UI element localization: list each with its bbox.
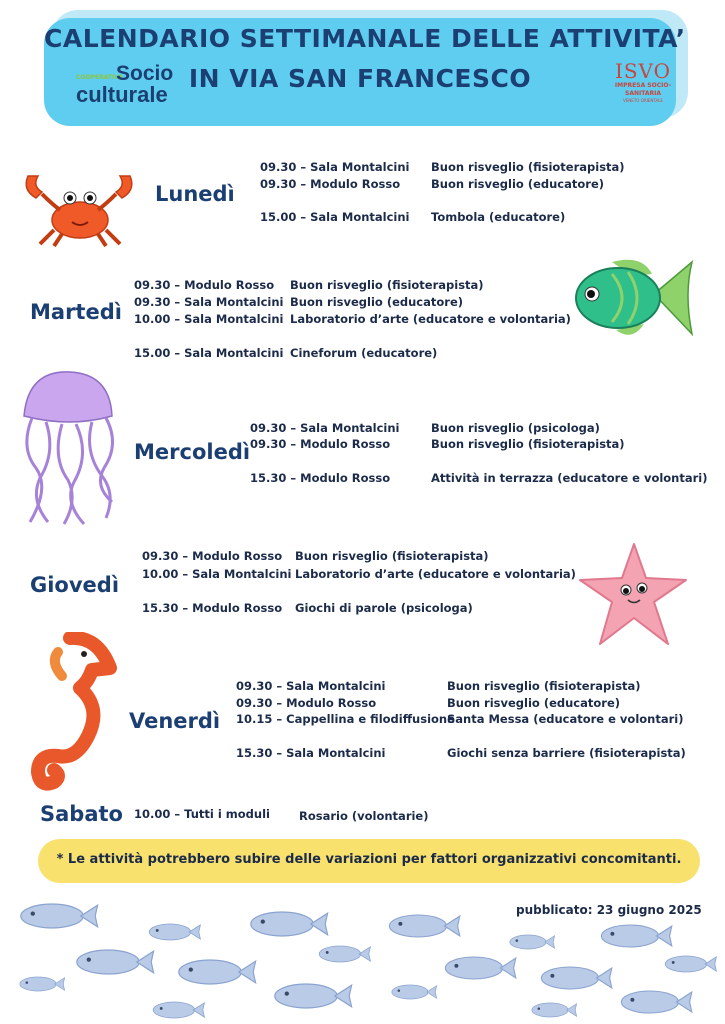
logo-text-line1: Socio: [116, 62, 174, 85]
giovedi-activity-3: Giochi di parole (psicologa): [295, 601, 473, 615]
martedi-activity-2: Buon risveglio (educatore): [290, 295, 463, 309]
day-mercoledi: Mercoledì: [134, 440, 251, 464]
jellyfish-icon: [14, 370, 124, 526]
seahorse-icon: [18, 632, 118, 794]
crab-icon: [18, 168, 140, 248]
venerdi-time-2: 09.30 – Modulo Rosso: [236, 696, 377, 710]
mercoledi-time-1: 09.30 – Sala Montalcini: [250, 421, 400, 435]
notice-text: * Le attività potrebbero subire delle variazioni per fattori organizzativi concomitanti.: [56, 852, 682, 867]
venerdi-time-3: 10.15 – Cappellina e filodiffusione: [236, 712, 455, 726]
venerdi-time-1: 09.30 – Sala Montalcini: [236, 679, 386, 693]
starfish-icon: [576, 540, 692, 650]
lunedi-time-3: 15.00 – Sala Montalcini: [260, 210, 410, 224]
venerdi-activity-3: Santa Messa (educatore e volontari): [447, 712, 684, 726]
martedi-activity-1: Buon risveglio (fisioterapista): [290, 278, 484, 292]
fish-icon: [572, 254, 696, 344]
day-sabato: Sabato: [40, 802, 123, 826]
giovedi-activity-2: Laboratorio d’arte (educatore e volontaria): [295, 567, 576, 581]
day-venerdi: Venerdì: [129, 709, 221, 733]
sabato-activity-1: Rosario (volontarie): [299, 809, 429, 823]
logo-text-line2: culturale: [76, 82, 168, 107]
mercoledi-time-3: 15.30 – Modulo Rosso: [250, 471, 391, 485]
martedi-activity-3: Laboratorio d’arte (educatore e volontaria): [290, 312, 571, 326]
mercoledi-activity-3: Attività in terrazza (educatore e volontari): [431, 471, 708, 485]
isvo-logo: [598, 60, 688, 104]
mercoledi-time-2: 09.30 – Modulo Rosso: [250, 437, 391, 451]
day-lunedi: Lunedì: [155, 182, 235, 206]
lunedi-activity-2: Buon risveglio (educatore): [431, 177, 604, 191]
page-title-line1: CALENDARIO SETTIMANALE DELLE ATTIVITA’: [44, 24, 686, 53]
mercoledi-activity-2: Buon risveglio (fisioterapista): [431, 437, 625, 451]
sabato-time-1: 10.00 – Tutti i moduli: [134, 807, 270, 821]
lunedi-activity-3: Tombola (educatore): [431, 210, 566, 224]
page-title-line2: IN VIA SAN FRANCESCO: [188, 64, 532, 93]
isvo-subtitle: IMPRESA SOCIO-SANITARIA: [614, 82, 672, 97]
lunedi-activity-1: Buon risveglio (fisioterapista): [431, 160, 625, 174]
isvo-region: VENETO ORIENTALE: [623, 98, 663, 103]
martedi-time-3: 10.00 – Sala Montalcini: [134, 312, 284, 326]
giovedi-activity-1: Buon risveglio (fisioterapista): [295, 549, 489, 563]
day-giovedi: Giovedì: [30, 573, 120, 597]
giovedi-time-2: 10.00 – Sala Montalcini: [142, 567, 292, 581]
logo-small-text: COOPERATIVA: [76, 74, 124, 81]
lunedi-time-1: 09.30 – Sala Montalcini: [260, 160, 410, 174]
martedi-time-1: 09.30 – Modulo Rosso: [134, 278, 275, 292]
martedi-time-2: 09.30 – Sala Montalcini: [134, 295, 284, 309]
isvo-name: ISVO: [614, 59, 672, 83]
lunedi-time-2: 09.30 – Modulo Rosso: [260, 177, 401, 191]
giovedi-time-1: 09.30 – Modulo Rosso: [142, 549, 283, 563]
martedi-activity-4: Cineforum (educatore): [290, 346, 438, 360]
martedi-time-4: 15.00 – Sala Montalcini: [134, 346, 284, 360]
venerdi-activity-4: Giochi senza barriere (fisioterapista): [447, 746, 686, 760]
venerdi-time-4: 15.30 – Sala Montalcini: [236, 746, 386, 760]
venerdi-activity-2: Buon risveglio (educatore): [447, 696, 620, 710]
mercoledi-activity-1: Buon risveglio (psicologa): [431, 421, 600, 435]
published-date: pubblicato: 23 giugno 2025: [516, 903, 702, 917]
day-martedi: Martedì: [30, 300, 122, 324]
giovedi-time-3: 15.30 – Modulo Rosso: [142, 601, 283, 615]
venerdi-activity-1: Buon risveglio (fisioterapista): [447, 679, 641, 693]
